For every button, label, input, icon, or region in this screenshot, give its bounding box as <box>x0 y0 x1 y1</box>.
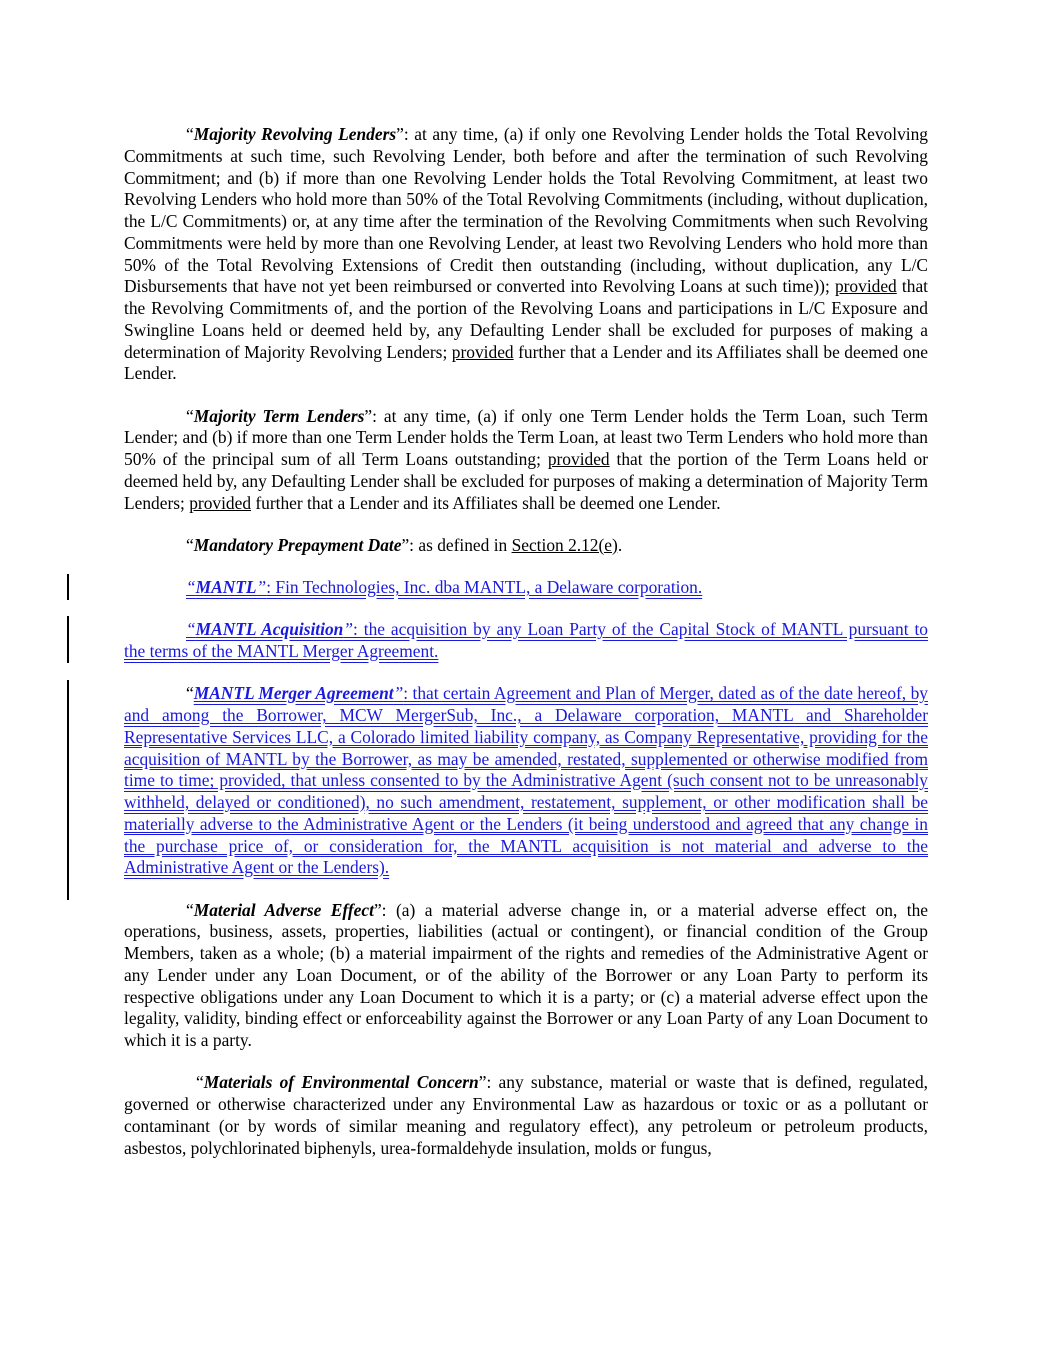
close-quote: ” <box>364 405 373 426</box>
document-page <box>124 124 928 1180</box>
definition-material-adverse-effect <box>124 900 928 1052</box>
close-quote: ” <box>393 683 404 704</box>
defined-term: Majority Term Lenders <box>193 405 365 426</box>
definition-text: as defined in <box>418 534 512 555</box>
open-quote: “ <box>186 577 196 597</box>
provided-term: provided <box>547 449 610 469</box>
definition-text: that the Revolving Commitments of, and the portion of the Revolving Loans and participations in L/C Exposure and Swingline Loans held or deemed held by, any Defaulting Lender shall be excluded for purposes of making a determination of Majority Revolving Lenders; <box>124 276 928 362</box>
definition-text: (a) a material adverse change in, or a material adverse effect on, the operations, business, assets, properties, liabilities (actual or contingent), or financial condition of the Group Members, taken as a whole; (b) a material impairment of the rights and remedies of the Administrative Agent or any Lender under any Loan Document, or of the ability of the Borrower or any Loan Party to perform its respective obligations under any Loan Document to which it is a party; or (c) a material adverse effect upon the legality, validity, binding effect or enforceability against the Borrower or any Loan Party of any Loan Document to which it is a party. <box>124 899 928 1050</box>
inserted-text <box>124 683 928 877</box>
change-bar <box>67 574 69 600</box>
change-bar <box>67 616 69 663</box>
defined-term: MANTL Merger Agreement <box>193 683 394 704</box>
provided-term: provided <box>834 276 897 297</box>
separator: : <box>372 405 384 426</box>
inserted-text <box>186 577 702 597</box>
close-quote: ” <box>401 534 410 555</box>
open-quote: “ <box>186 683 194 704</box>
definition-mandatory-prepayment-date <box>124 535 928 557</box>
open-quote: “ <box>186 405 194 426</box>
section-reference: Section 2.12(e) <box>511 534 618 555</box>
provided-term: provided <box>189 492 252 513</box>
definition-text: : Fin Technologies, Inc. dba MANTL, a Delaware corporation. <box>266 577 703 597</box>
defined-term: MANTL Acquisition <box>195 619 344 640</box>
inserted-text <box>124 619 928 661</box>
close-quote: ” <box>343 619 353 640</box>
defined-term: Mandatory Prepayment Date <box>193 534 402 555</box>
definition-text: : the acquisition by any Loan Party of the Capital Stock of MANTL pursuant to the terms of the MANTL Merger Agreement. <box>124 619 928 661</box>
definition-majority-term-lenders <box>124 406 928 515</box>
definition-mantl <box>124 577 928 599</box>
separator: : <box>409 534 419 555</box>
close-quote: ” <box>373 899 382 920</box>
open-quote: “ <box>186 124 194 144</box>
open-quote: “ <box>186 534 194 555</box>
open-quote: “ <box>186 619 196 640</box>
definition-text: . <box>617 534 623 555</box>
defined-term: Majority Revolving Lenders <box>193 124 397 144</box>
defined-term: Materials of Environmental Concern <box>203 1072 479 1093</box>
definition-text: at any time, (a) if only one Term Lender holds the Term Loan, such Term Lender; and (b) if more than one Term Lender holds the Term Loan, at least two Term Lenders who hold more than 50% of the principal sum of all Term Loans outstanding; <box>124 405 928 469</box>
definition-text: further that a Lender and its Affiliates shall be deemed one Lender. <box>251 492 721 513</box>
defined-term: Material Adverse Effect <box>193 899 374 920</box>
open-quote: “ <box>196 1072 204 1093</box>
change-bar <box>67 680 69 900</box>
defined-term: MANTL <box>195 577 257 597</box>
definition-mantl-acquisition <box>124 619 928 663</box>
close-quote: ” <box>478 1072 487 1093</box>
definition-text: any substance, material or waste that is defined, regulated, governed or otherwise characterized under any Environmental Law as hazardous or toxic or as a pollutant or contaminant (or by words of similar meaning and regulatory effect), any petroleum or petroleum products, asbestos, polychlorinated biphenyls, urea-formaldehyde insulation, molds or fungus, <box>124 1072 928 1158</box>
definition-text: further that a Lender and its Affiliates shall be deemed one Lender. <box>124 341 929 384</box>
definition-mantl-merger-agreement <box>124 683 928 879</box>
definition-text: at any time, (a) if only one Revolving Lender holds the Total Revolving Commitments at such time, such Revolving Lender, both before and after the termination of such Revolving Commitment; and (b) if more than one Revolving Lender holds the Total Revolving Commitment, at least two Revolving Lenders who hold more than 50% of the Total Revolving Commitments (including, without duplication, the L/C Commitments) or, at any time after the termination of the Revolving Commitments when such Revolving Commitments were held by more than one Revolving Lender, at least two Revolving Lenders who hold more than 50% of the Total Revolving Extensions of Credit then outstanding (including, without duplication, any L/C Disbursements that have not yet been reimbursed or converted into Revolving Loans at such time)); <box>124 124 928 297</box>
separator: : <box>403 124 415 144</box>
provided-term: provided <box>451 341 514 362</box>
close-quote: ” <box>396 124 404 144</box>
definition-text: : that certain Agreement and Plan of Merger, dated as of the date hereof, by and among the Borrower, MCW MergerSub, Inc., a Delaware corporation, MANTL and Shareholder Representative Services LLC, a Colorado limited liability company, as Company Representative, providing for the acquisition of MANTL by the Borrower, as may be amended, restated, supplemented or otherwise modified from time to time; provided, that unless consented to by the Administrative Agent (such consent not to be unreasonably withheld, delayed or conditioned), no such amendment, restatement, supplement, or other modification shall be materially adverse to the Administrative Agent or the Lenders (it being understood and agreed that any change in the purchase price of, or consideration for, the MANTL acquisition is not material and adverse to the Administrative Agent or the Lenders). <box>124 683 928 878</box>
definition-majority-revolving-lenders <box>124 124 928 385</box>
separator: : <box>381 899 396 920</box>
definition-text: that the portion of the Term Loans held or deemed held by, any Defaulting Lender shall be excluded for purposes of making a determination of Majority Term Lenders; <box>124 449 929 513</box>
close-quote: ” <box>256 577 267 597</box>
open-quote: “ <box>186 899 194 920</box>
separator: : <box>486 1072 499 1093</box>
definition-materials-of-environmental-concern <box>124 1072 928 1159</box>
